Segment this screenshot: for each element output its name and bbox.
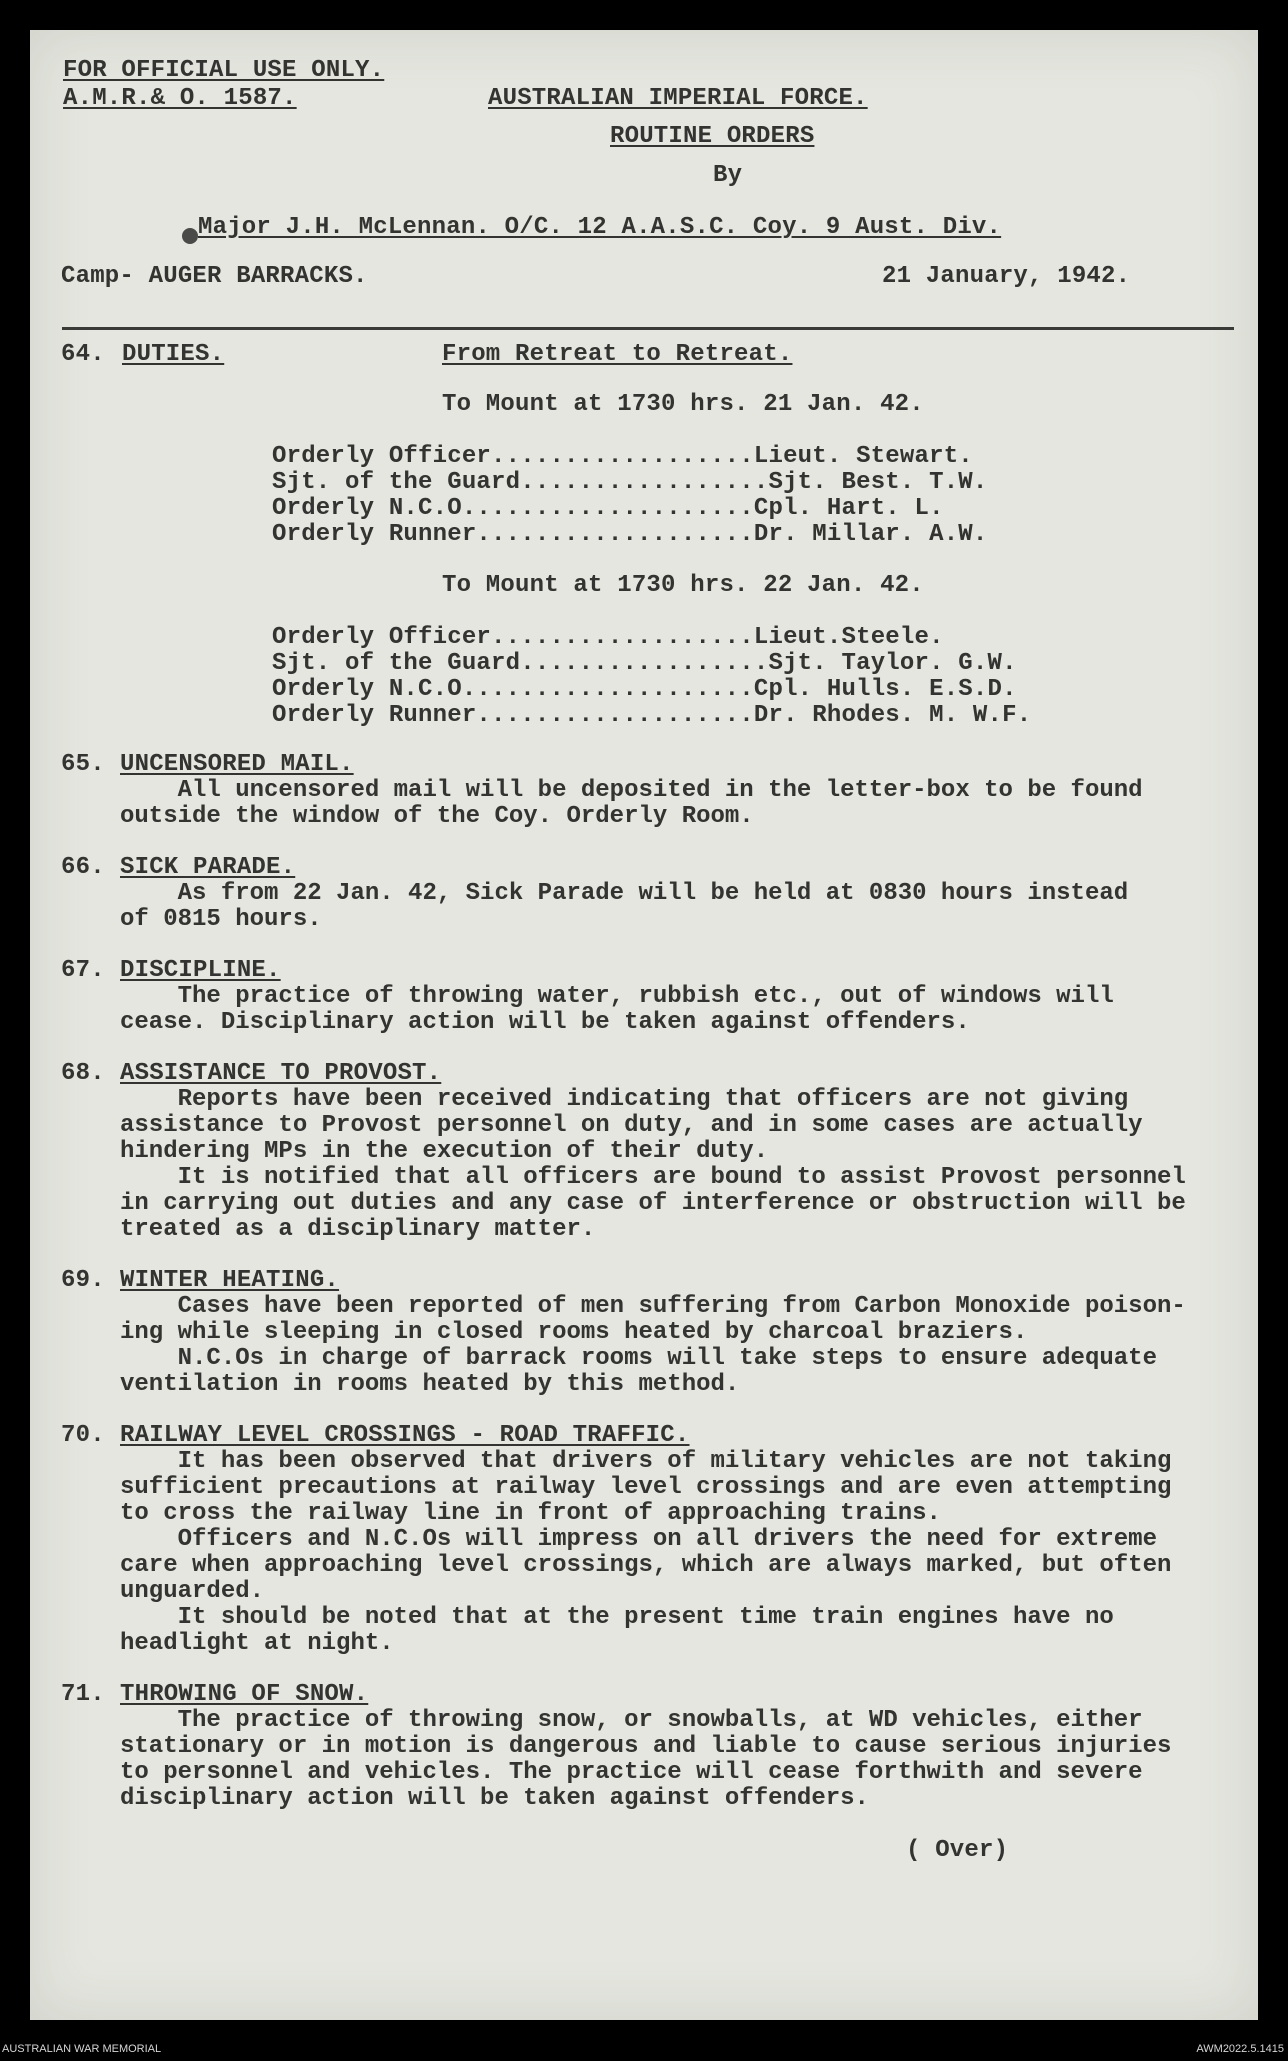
order-heading-69: WINTER HEATING. — [120, 1267, 340, 1294]
duty-row: Sjt. of the Guard.................Sjt. Taylor. G.W. — [272, 650, 1017, 677]
order-text-65: All uncensored mail will be deposited in the letter-box to be found outside the window of the Coy. Orderly Room. — [120, 777, 1143, 830]
duty-row: Sjt. of the Guard.................Sjt. Best. T.W. — [272, 469, 988, 496]
order-heading-64: DUTIES. — [122, 341, 225, 368]
order-number-67: 67. — [61, 957, 105, 984]
footer-credit: AUSTRALIAN WAR MEMORIAL — [2, 2043, 162, 2055]
punch-hole — [182, 228, 198, 244]
order-heading-70: RAILWAY LEVEL CROSSINGS - ROAD TRAFFIC. — [120, 1422, 690, 1449]
order-number-68: 68. — [61, 1060, 105, 1087]
order-number-70: 70. — [61, 1422, 105, 1449]
order-text-71: The practice of throwing snow, or snowballs, at WD vehicles, either stationary or in motion is dangerous and liable to cause serious injuries to personnel and vehicles. The practice will cease forthwith and severe disciplinary action will be taken against offenders. — [120, 1707, 1172, 1812]
mount-time-2: To Mount at 1730 hrs. 22 Jan. 42. — [442, 572, 924, 599]
duty-row: Orderly Officer..................Lieut. Stewart. — [272, 443, 973, 470]
duty-row: Orderly Runner...................Dr. Millar. A.W. — [272, 521, 988, 548]
order-number-69: 69. — [61, 1267, 105, 1294]
order-heading-66: SICK PARADE. — [120, 854, 296, 881]
mount-time-1: To Mount at 1730 hrs. 21 Jan. 42. — [442, 391, 924, 418]
order-heading-71: THROWING OF SNOW. — [120, 1681, 369, 1708]
duty-row: Orderly N.C.O....................Cpl. Hulls. E.S.D. — [272, 676, 1017, 703]
commanding-officer: Major J.H. McLennan. O/C. 12 A.A.S.C. Coy. 9 Aust. Div. — [198, 214, 1002, 241]
camp-location: Camp- AUGER BARRACKS. — [61, 263, 368, 290]
order-text-68: Reports have been received indicating that officers are not giving assistance to Provost personnel on duty, and in some cases are actually hindering MPs in the execution of their duty. It is notified that all officers are bound to assist Provost personnel in carrying out duties and any case of interference or obstruction will be treated as a disciplinary matter. — [120, 1086, 1186, 1243]
title-by: By — [713, 162, 743, 189]
order-number-65: 65. — [61, 751, 105, 778]
order-text-67: The practice of throwing water, rubbish etc., out of windows will cease. Disciplinary action will be taken against offenders. — [120, 983, 1114, 1036]
order-number-71: 71. — [61, 1681, 105, 1708]
footer-accession: AWM2022.5.1415 — [1196, 2043, 1284, 2055]
title-routine-orders: ROUTINE ORDERS — [610, 123, 815, 150]
official-use-marking: FOR OFFICIAL USE ONLY. — [63, 57, 385, 84]
page-over-note: ( Over) — [906, 1837, 1009, 1864]
order-number-66: 66. — [61, 854, 105, 881]
order-text-70: It has been observed that drivers of military vehicles are not taking sufficient precautions at railway level crossings and are even attempting to cross the railway line in front of approaching trains. Officers and N.C.Os will impress on all drivers the need for extreme care when approaching level crossings, which are always marked, but often unguarded. It should be noted that at the present time train engines have no headlight at night. — [120, 1448, 1172, 1657]
header-divider — [62, 327, 1234, 330]
order-heading-67: DISCIPLINE. — [120, 957, 281, 984]
order-reference: A.M.R.& O. 1587. — [63, 85, 297, 112]
duties-period: From Retreat to Retreat. — [442, 341, 793, 368]
duty-row: Orderly Officer..................Lieut.Steele. — [272, 624, 944, 651]
order-heading-68: ASSISTANCE TO PROVOST. — [120, 1060, 442, 1087]
order-text-66: As from 22 Jan. 42, Sick Parade will be held at 0830 hours instead of 0815 hours. — [120, 880, 1129, 933]
title-force: AUSTRALIAN IMPERIAL FORCE. — [488, 85, 868, 112]
document-page — [30, 30, 1258, 2020]
order-number-64: 64. — [61, 341, 105, 368]
order-date: 21 January, 1942. — [882, 263, 1131, 290]
order-heading-65: UNCENSORED MAIL. — [120, 751, 354, 778]
duty-row: Orderly Runner...................Dr. Rhodes. M. W.F. — [272, 702, 1032, 729]
duty-row: Orderly N.C.O....................Cpl. Hart. L. — [272, 495, 944, 522]
order-text-69: Cases have been reported of men suffering from Carbon Monoxide poison- ing while sleeping in closed rooms heated by charcoal braziers. N.C.Os in charge of barrack rooms will take steps to ensure adequate ventilation in rooms heated by this method. — [120, 1293, 1186, 1398]
